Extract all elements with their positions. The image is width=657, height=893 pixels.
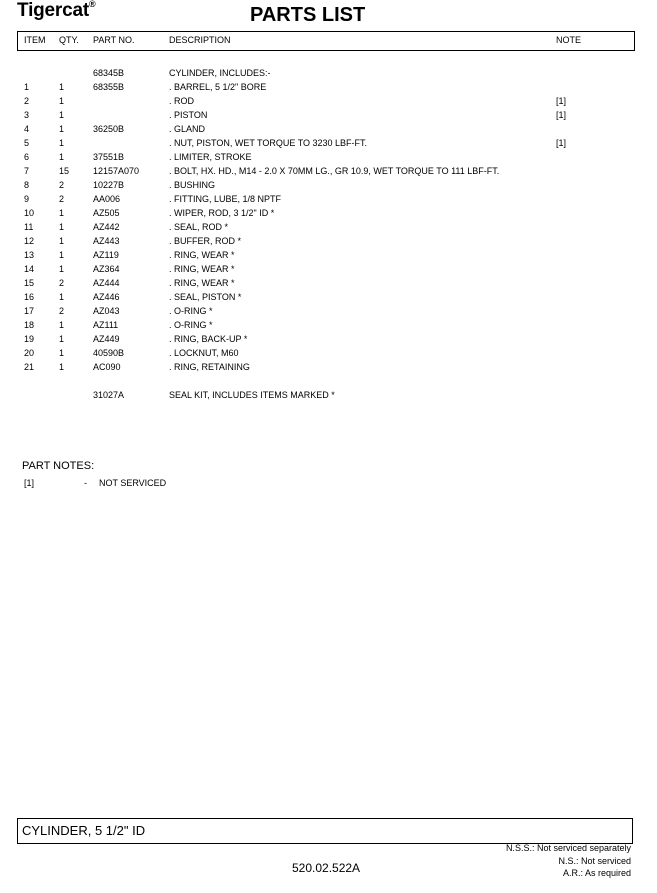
table-row [0,362,657,376]
qty-cell: 1 [59,96,65,106]
table-row [0,390,657,404]
item-cell: 13 [24,250,35,260]
part-number-cell: AZ444 [93,278,120,288]
qty-cell: 2 [59,194,65,204]
table-row [0,208,657,222]
part-number-cell: AZ442 [93,222,120,232]
table-row [0,96,657,110]
description-cell: . BOLT, HX. HD., M14 - 2.0 X 70MM LG., GR 10.9, WET TORQUE TO 111 LBF-FT. [169,166,500,176]
part-number-cell: 12157A070 [93,166,140,176]
description-cell: . RING, WEAR * [169,278,235,288]
part-note-dash: - [84,478,87,488]
assembly-title: CYLINDER, 5 1/2" ID [22,823,146,838]
qty-cell: 1 [59,320,65,330]
table-row [0,306,657,320]
description-cell: . RING, RETAINING [169,362,250,372]
part-number-cell: 10227B [93,180,125,190]
part-number-cell: AZ505 [93,208,120,218]
column-header-qty: QTY. [59,35,79,45]
table-row [0,264,657,278]
item-cell: 9 [24,194,30,204]
description-cell: . SEAL, PISTON * [169,292,242,302]
description-cell: . LOCKNUT, M60 [169,348,239,358]
description-cell: . ROD [169,96,195,106]
column-header-description: DESCRIPTION [169,35,231,45]
description-cell: . PISTON [169,110,208,120]
part-number-cell: AZ446 [93,292,120,302]
qty-cell: 1 [59,138,65,148]
item-cell: 21 [24,362,35,372]
item-cell: 12 [24,236,35,246]
part-number-cell: 36250B [93,124,125,134]
qty-cell: 2 [59,278,65,288]
qty-cell: 15 [59,166,70,176]
item-cell: 6 [24,152,30,162]
item-cell: 5 [24,138,30,148]
column-header-note: NOTE [556,35,582,45]
qty-cell: 1 [59,124,65,134]
table-row [0,124,657,138]
part-number-cell: AZ111 [93,320,119,330]
qty-cell: 1 [59,110,65,120]
legend-ar: A.R.: As required [562,868,631,878]
part-number-cell: AZ449 [93,334,120,344]
item-cell: 2 [24,96,30,106]
description-cell: . BUFFER, ROD * [169,236,242,246]
qty-cell: 1 [59,208,65,218]
note-cell: [1] [556,138,567,148]
table-row [0,334,657,348]
qty-cell: 1 [59,334,65,344]
table-row [0,82,657,96]
description-cell: . O-RING * [169,306,213,316]
note-cell: [1] [556,110,567,120]
item-cell: 3 [24,110,30,120]
brand-name: Tigercat [17,0,89,21]
part-number-cell: AZ364 [93,264,120,274]
qty-cell: 1 [59,264,65,274]
part-number-cell: 31027A [93,390,125,400]
column-header-item: ITEM [24,35,46,45]
item-cell: 7 [24,166,30,176]
description-cell: . O-RING * [169,320,213,330]
qty-cell: 2 [59,306,65,316]
qty-cell: 1 [59,250,65,260]
qty-cell: 1 [59,222,65,232]
part-note-text: NOT SERVICED [99,478,167,488]
part-number-cell: AZ043 [93,306,120,316]
description-cell: . RING, BACK-UP * [169,334,248,344]
qty-cell: 1 [59,292,65,302]
table-row [0,278,657,292]
table-row [0,376,657,390]
part-number-cell: AA006 [93,194,121,204]
table-row [0,110,657,124]
table-row [0,194,657,208]
item-cell: 19 [24,334,35,344]
part-notes-title: PART NOTES: [22,460,95,472]
part-number-cell: 68345B [93,68,125,78]
item-cell: 20 [24,348,35,358]
description-cell: . FITTING, LUBE, 1/8 NPTF [169,194,282,204]
table-row [0,68,657,82]
description-cell: . NUT, PISTON, WET TORQUE TO 3230 LBF-FT. [169,138,368,148]
description-cell: . WIPER, ROD, 3 1/2" ID * [169,208,275,218]
item-cell: 1 [24,82,30,92]
qty-cell: 1 [59,82,65,92]
qty-cell: 1 [59,152,65,162]
table-row [0,236,657,250]
part-number-cell: AZ443 [93,236,120,246]
item-cell: 8 [24,180,30,190]
part-number-cell: 40590B [93,348,125,358]
part-number-cell: AC090 [93,362,121,372]
table-row [0,292,657,306]
description-cell: . BARREL, 5 1/2" BORE [169,82,267,92]
part-number-cell: 68355B [93,82,125,92]
document-number: 520.02.522A [292,861,361,875]
qty-cell: 1 [59,348,65,358]
item-cell: 17 [24,306,35,316]
part-note-ref: [1] [24,478,35,488]
item-cell: 18 [24,320,35,330]
item-cell: 16 [24,292,35,302]
qty-cell: 1 [59,362,65,372]
part-number-cell: 37551B [93,152,125,162]
item-cell: 4 [24,124,30,134]
registered-mark: ® [88,0,96,9]
qty-cell: 1 [59,236,65,246]
description-cell: . SEAL, ROD * [169,222,229,232]
description-cell: . BUSHING [169,180,216,190]
item-cell: 10 [24,208,35,218]
table-row [0,166,657,180]
legend-nss: N.S.S.: Not serviced separately [505,843,631,853]
table-row [0,152,657,166]
description-cell: . RING, WEAR * [169,250,235,260]
description-cell: CYLINDER, INCLUDES:- [169,68,271,78]
item-cell: 15 [24,278,35,288]
note-cell: [1] [556,96,567,106]
page-title: PARTS LIST [250,4,366,26]
table-row [0,348,657,362]
table-row [0,138,657,152]
item-cell: 11 [24,222,34,232]
table-row [0,320,657,334]
description-cell: SEAL KIT, INCLUDES ITEMS MARKED * [169,390,335,400]
part-number-cell: AZ119 [93,250,119,260]
table-row [0,180,657,194]
brand-logo [17,0,95,22]
item-cell: 14 [24,264,35,274]
table-row [0,222,657,236]
qty-cell: 2 [59,180,65,190]
legend-ns: N.S.: Not serviced [558,856,631,866]
description-cell: . RING, WEAR * [169,264,235,274]
table-row [0,250,657,264]
description-cell: . LIMITER, STROKE [169,152,252,162]
column-header-part: PART NO. [93,35,135,45]
description-cell: . GLAND [169,124,206,134]
